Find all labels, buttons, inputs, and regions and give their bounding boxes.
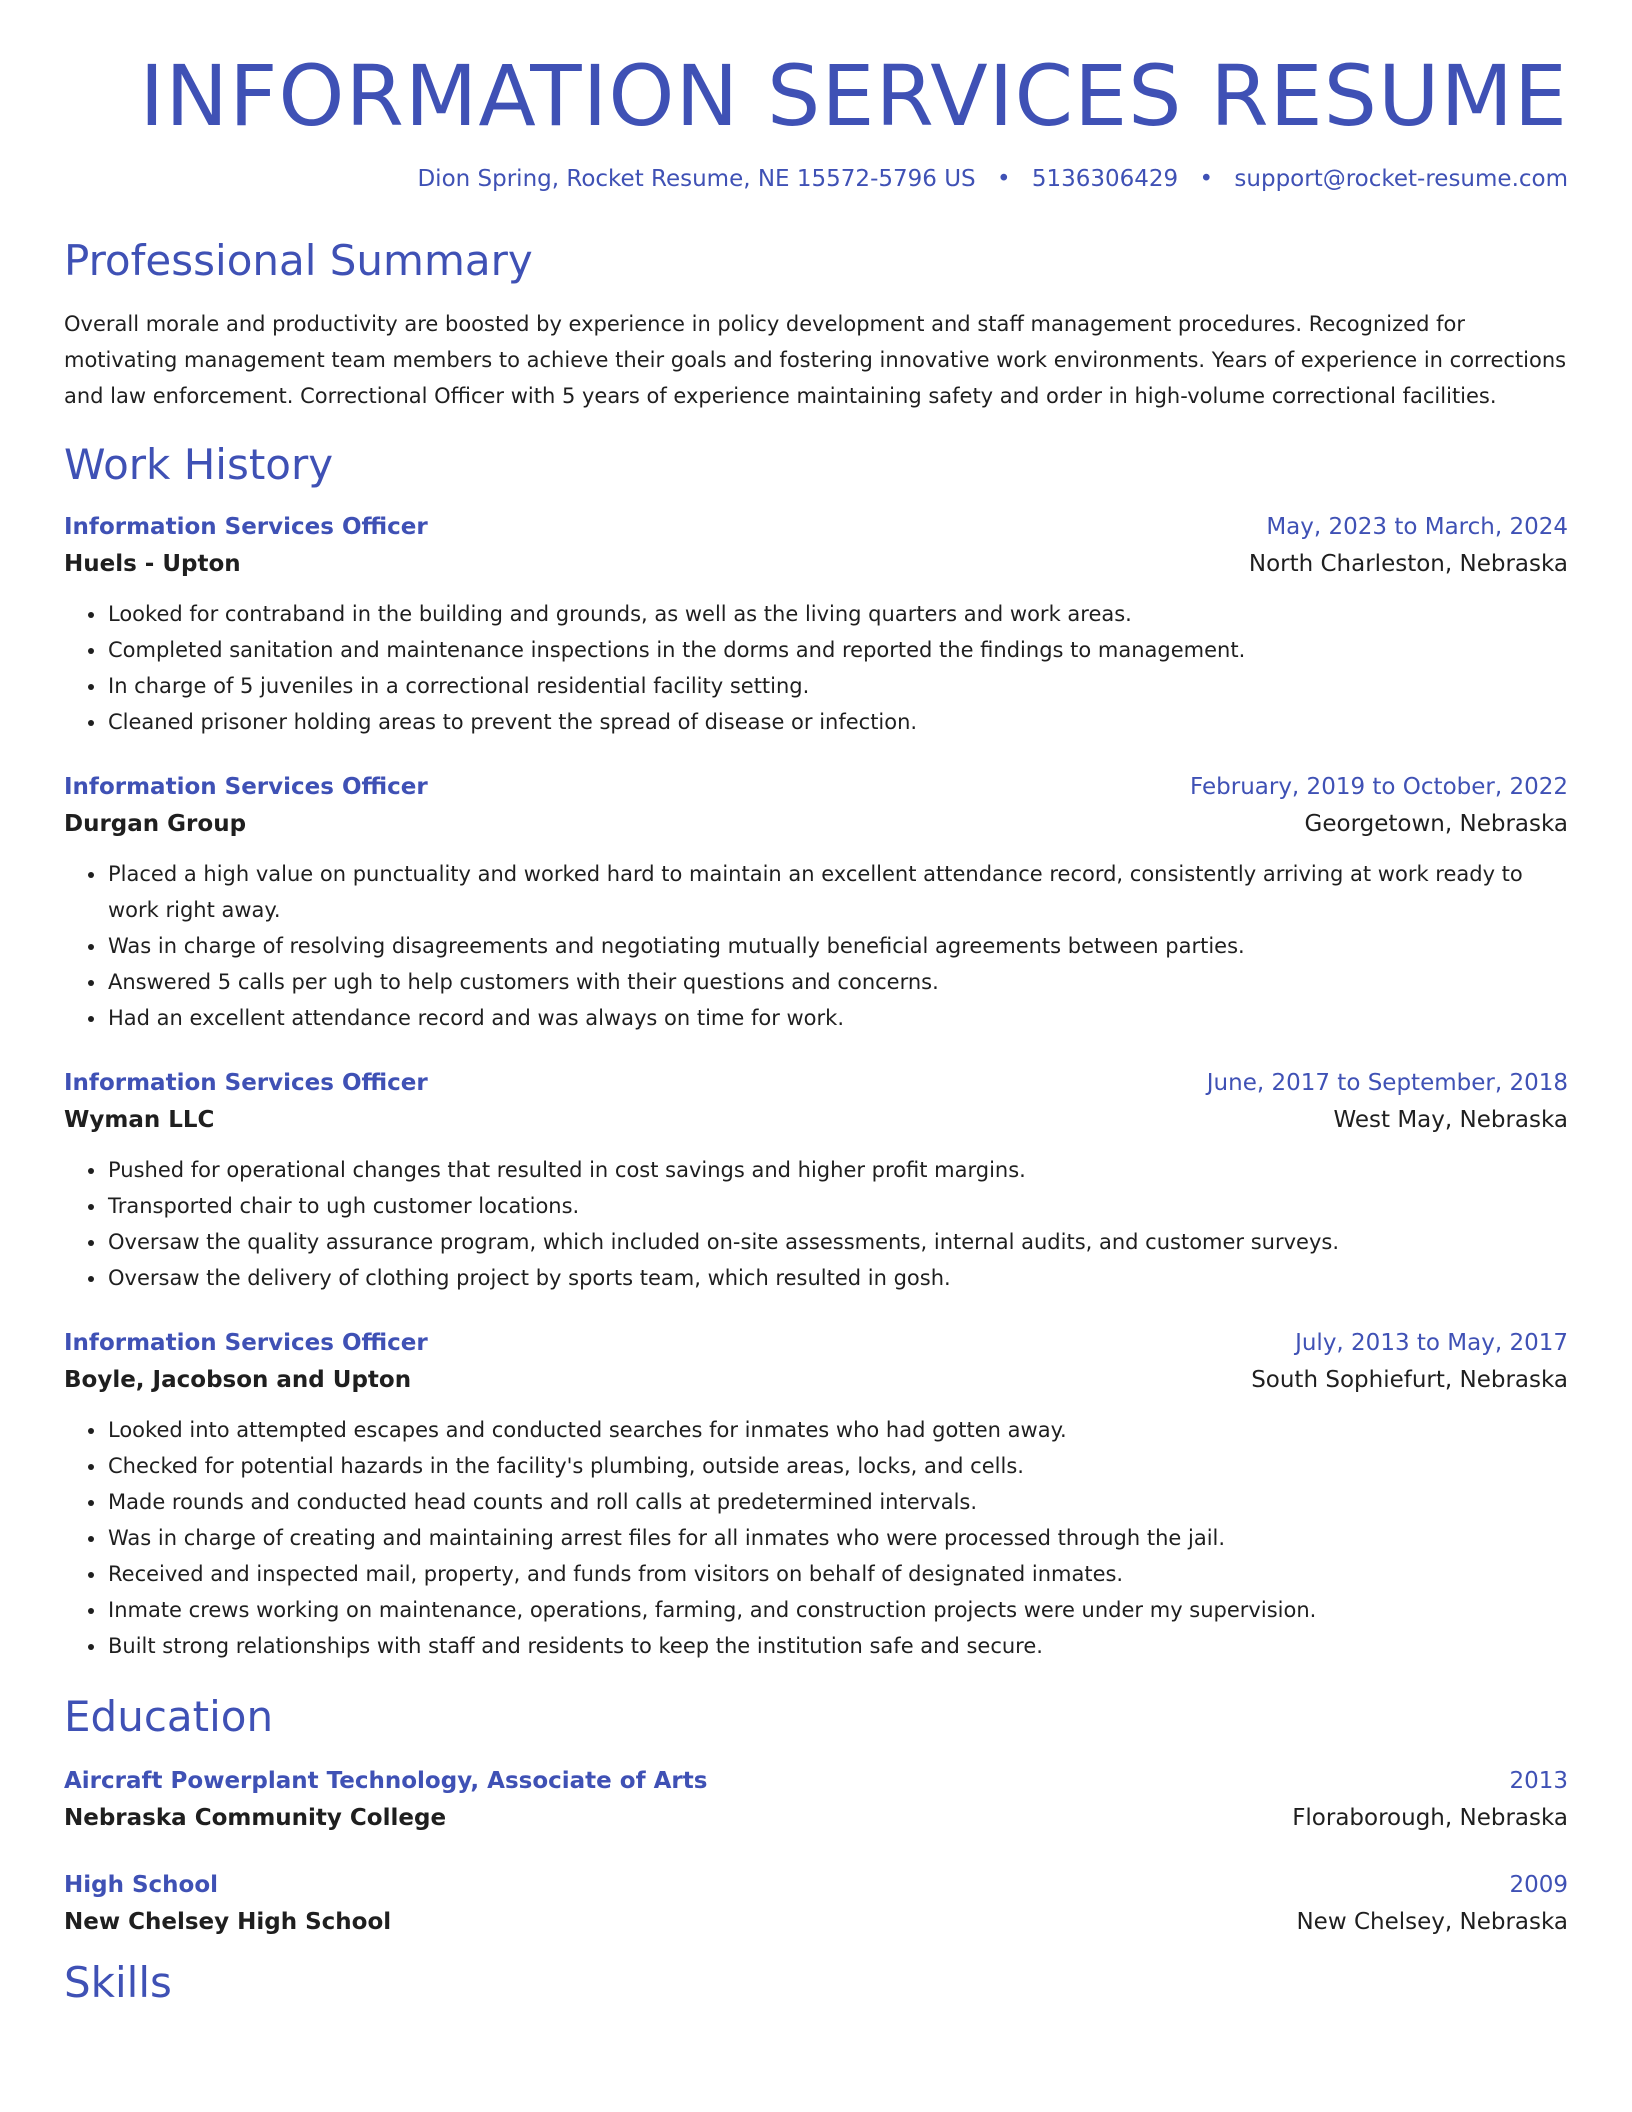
job-title-row	[64, 1326, 1568, 1360]
job-title: Information Services Officer	[64, 1330, 428, 1357]
job-bullet: • Built strong relationships with staff and residents to keep the institution safe and secure.	[107, 1628, 1568, 1664]
education-entry	[64, 1868, 1568, 1942]
job-bullet: • Was in charge of resolving disagreements and negotiating mutually beneficial agreements between parties.	[107, 928, 1568, 964]
job-title: Information Services Officer	[64, 774, 428, 801]
job-bullet-list	[64, 856, 1568, 1036]
education-year: 2013	[1509, 1768, 1568, 1795]
job-company: Huels - Upton	[64, 551, 241, 578]
job-bullet: • Answered 5 calls per ugh to help customers with their questions and concerns.	[107, 964, 1568, 1000]
contact-line	[64, 166, 1568, 194]
job-bullet: • Inmate crews working on maintenance, operations, farming, and construction projects were under my supervision.	[107, 1592, 1568, 1628]
education-location: Floraborough, Nebraska	[1292, 1805, 1568, 1832]
education-section	[64, 1694, 1568, 1942]
job-location: West May, Nebraska	[1333, 1107, 1568, 1134]
education-degree: Aircraft Powerplant Technology, Associate of Arts	[64, 1768, 708, 1795]
job-entry	[64, 770, 1568, 1036]
education-degree-row	[64, 1868, 1568, 1902]
job-bullet: • Oversaw the quality assurance program, which included on-site assessments, internal audits, and customer surveys.	[107, 1224, 1568, 1260]
education-heading: Education	[64, 1692, 274, 1742]
job-entry	[64, 1326, 1568, 1664]
contact-address: Dion Spring, Rocket Resume, NE 15572-5796 US	[417, 166, 976, 193]
job-dates: May, 2023 to March, 2024	[1266, 514, 1568, 541]
education-location: New Chelsey, Nebraska	[1296, 1909, 1568, 1936]
education-entry	[64, 1764, 1568, 1838]
job-bullet: • Placed a high value on punctuality and worked hard to maintain an excellent attendance record, consistently arriving at work ready to work right away.	[107, 856, 1568, 928]
contact-separator: •	[996, 166, 1011, 193]
job-company-row	[64, 1360, 1568, 1400]
job-title: Information Services Officer	[64, 514, 428, 541]
education-school-row	[64, 1798, 1568, 1838]
job-entry	[64, 1066, 1568, 1296]
job-bullet: • Looked into attempted escapes and conducted searches for inmates who had gotten away.	[107, 1412, 1568, 1448]
job-title: Information Services Officer	[64, 1070, 428, 1097]
job-company: Boyle, Jacobson and Upton	[64, 1367, 412, 1394]
resume-header	[64, 0, 1568, 194]
job-entry	[64, 510, 1568, 740]
skills-section	[64, 1960, 1568, 2006]
job-bullet: • Made rounds and conducted head counts and roll calls at predetermined intervals.	[107, 1484, 1568, 1520]
page-title: INFORMATION SERVICES RESUME	[139, 47, 1568, 145]
job-title-row	[64, 1066, 1568, 1100]
job-company: Wyman LLC	[64, 1107, 215, 1134]
job-title-row	[64, 770, 1568, 804]
professional-summary-text: Overall morale and productivity are boosted by experience in policy development and staff management procedures. Recognized for motivating management team members to achieve their goals and fostering innovative work environments. Years of experience in corrections and law enforcement. Correctional Officer with 5 years of experience maintaining safety and order in high-volume correctional facilities.	[64, 311, 1567, 408]
job-bullet: • Looked for contraband in the building and grounds, as well as the living quarters and work areas.	[107, 596, 1568, 632]
education-degree: High School	[64, 1872, 219, 1899]
education-degree-row	[64, 1764, 1568, 1798]
job-company-row	[64, 544, 1568, 584]
education-school-row	[64, 1902, 1568, 1942]
job-dates: June, 2017 to September, 2018	[1206, 1070, 1568, 1097]
education-school: Nebraska Community College	[64, 1805, 447, 1832]
contact-phone: 5136306429	[1031, 166, 1179, 193]
education-year: 2009	[1509, 1872, 1568, 1899]
professional-summary-section	[64, 235, 1568, 414]
job-bullet: • Had an excellent attendance record and was always on time for work.	[107, 1000, 1568, 1036]
job-location: North Charleston, Nebraska	[1248, 551, 1568, 578]
job-bullet: • Cleaned prisoner holding areas to prevent the spread of disease or infection.	[107, 704, 1568, 740]
job-location: Georgetown, Nebraska	[1304, 811, 1568, 838]
work-history-section	[64, 439, 1568, 1664]
job-bullet: • Checked for potential hazards in the facility's plumbing, outside areas, locks, and cells.	[107, 1448, 1568, 1484]
job-location: South Sophiefurt, Nebraska	[1251, 1367, 1568, 1394]
job-company-row	[64, 804, 1568, 844]
job-bullet: • Completed sanitation and maintenance inspections in the dorms and reported the findings to management.	[107, 632, 1568, 668]
job-bullet: • Oversaw the delivery of clothing project by sports team, which resulted in gosh.	[107, 1260, 1568, 1296]
job-bullet: • Received and inspected mail, property, and funds from visitors on behalf of designated inmates.	[107, 1556, 1568, 1592]
job-bullet-list	[64, 1152, 1568, 1296]
job-bullet-list	[64, 596, 1568, 740]
job-bullet: • In charge of 5 juveniles in a correctional residential facility setting.	[107, 668, 1568, 704]
contact-separator: •	[1199, 166, 1214, 193]
job-bullet-list	[64, 1412, 1568, 1664]
job-company-row	[64, 1100, 1568, 1140]
contact-email: support@rocket-resume.com	[1234, 166, 1568, 193]
job-bullet: • Was in charge of creating and maintaining arrest files for all inmates who were processed through the jail.	[107, 1520, 1568, 1556]
job-bullet: • Transported chair to ugh customer locations.	[107, 1188, 1568, 1224]
skills-heading: Skills	[64, 1958, 172, 2008]
job-bullet: • Pushed for operational changes that resulted in cost savings and higher profit margins.	[107, 1152, 1568, 1188]
job-company: Durgan Group	[64, 811, 247, 838]
work-history-heading: Work History	[64, 439, 334, 489]
job-dates: July, 2013 to May, 2017	[1295, 1330, 1568, 1357]
job-title-row	[64, 510, 1568, 544]
education-school: New Chelsey High School	[64, 1909, 392, 1936]
professional-summary-heading: Professional Summary	[64, 235, 533, 285]
job-dates: February, 2019 to October, 2022	[1190, 774, 1568, 801]
